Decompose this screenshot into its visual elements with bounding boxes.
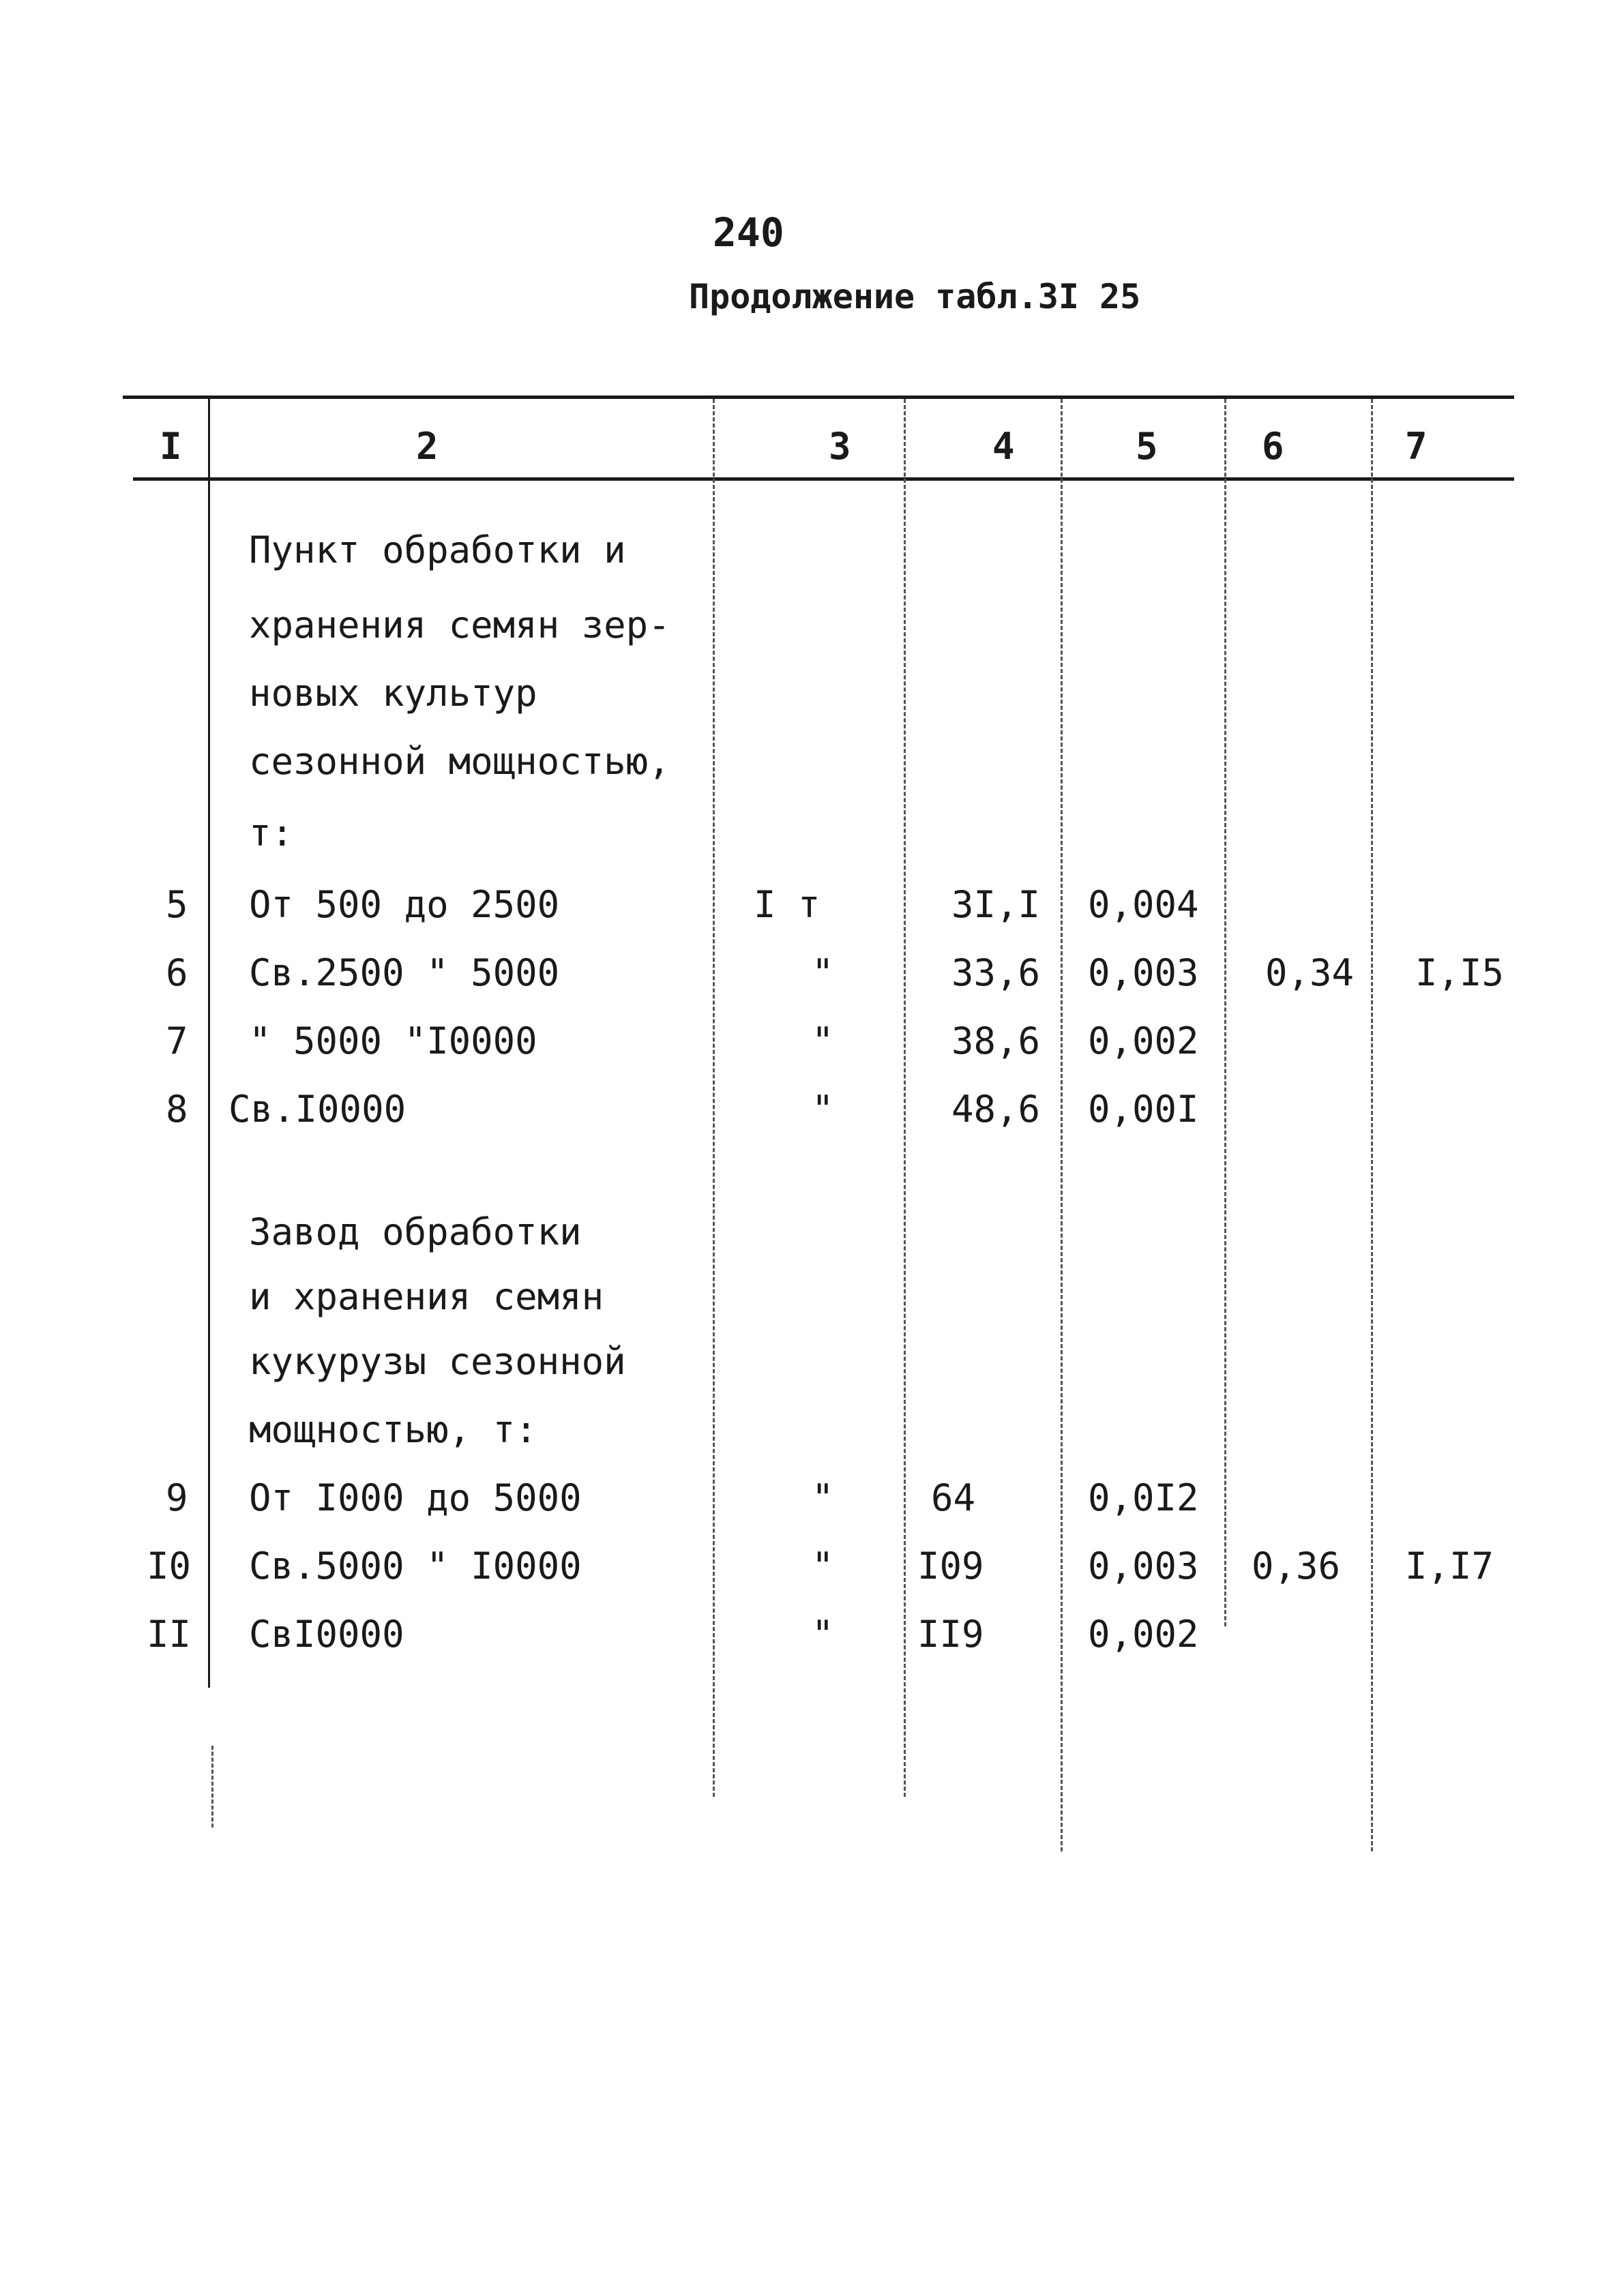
row-col-5: 0,002 bbox=[1088, 1613, 1199, 1656]
row-col-4: I09 bbox=[917, 1545, 984, 1587]
group-title-line: Пункт обработки и bbox=[249, 528, 626, 571]
col-divider-5 bbox=[1224, 399, 1226, 1626]
page-number: 240 bbox=[713, 209, 784, 256]
group-title-line: Завод обработки bbox=[249, 1210, 582, 1253]
row-name: Св.5000 " I0000 bbox=[249, 1545, 582, 1587]
table-top-rule bbox=[123, 396, 1514, 399]
row-col-4: II9 bbox=[917, 1613, 984, 1656]
row-col-5: 0,00I bbox=[1088, 1088, 1199, 1131]
header-col-2: 2 bbox=[416, 425, 439, 468]
row-name: " 5000 "I0000 bbox=[249, 1019, 537, 1062]
header-col-6: 6 bbox=[1262, 425, 1284, 468]
header-col-7: 7 bbox=[1405, 425, 1428, 468]
row-name: Св.I0000 bbox=[228, 1088, 407, 1131]
row-col-5: 0,004 bbox=[1088, 883, 1199, 926]
group-title-line: кукурузы сезонной bbox=[249, 1340, 626, 1383]
row-col-5: 0,0I2 bbox=[1088, 1476, 1199, 1519]
row-number: 9 bbox=[166, 1476, 188, 1519]
group-title-line: т: bbox=[249, 811, 294, 854]
group-title-line: и хранения семян bbox=[249, 1275, 604, 1318]
row-col-4: 48,6 bbox=[951, 1088, 1040, 1131]
col-divider-1-lower bbox=[211, 1746, 213, 1828]
header-col-5: 5 bbox=[1136, 425, 1158, 468]
row-unit: " bbox=[812, 1088, 834, 1131]
row-number: II bbox=[147, 1613, 192, 1656]
group-title-line: хранения семян зер- bbox=[249, 603, 670, 646]
row-name: СвI0000 bbox=[249, 1613, 404, 1656]
row-col-4: 3I,I bbox=[951, 883, 1040, 926]
row-unit: " bbox=[812, 1545, 834, 1587]
header-col-4: 4 bbox=[992, 425, 1015, 468]
table-caption: Продолжение табл.3I 25 bbox=[689, 277, 1141, 316]
header-col-3: 3 bbox=[829, 425, 851, 468]
row-col-4: 33,6 bbox=[951, 951, 1040, 994]
row-number: 7 bbox=[166, 1019, 188, 1062]
row-unit: " bbox=[812, 1613, 834, 1656]
group-2-col-7: I,I7 bbox=[1405, 1545, 1494, 1587]
header-col-1: I bbox=[160, 425, 182, 468]
row-number: 8 bbox=[166, 1088, 188, 1131]
row-number: 5 bbox=[166, 883, 188, 926]
row-unit: " bbox=[812, 1019, 834, 1062]
col-divider-2 bbox=[713, 399, 715, 1797]
group-2-col-6: 0,36 bbox=[1252, 1545, 1341, 1587]
row-col-4: 64 bbox=[931, 1476, 976, 1519]
group-1-col-7: I,I5 bbox=[1415, 951, 1505, 994]
col-divider-1 bbox=[208, 399, 210, 1688]
group-title-line: новых культур bbox=[249, 672, 537, 715]
row-name: От 500 до 2500 bbox=[249, 883, 560, 926]
col-divider-6 bbox=[1371, 399, 1373, 1851]
group-title-line: мощностью, т: bbox=[249, 1408, 537, 1451]
row-unit: " bbox=[812, 1476, 834, 1519]
row-name: Св.2500 " 5000 bbox=[249, 951, 560, 994]
row-name: От I000 до 5000 bbox=[249, 1476, 582, 1519]
table-header-rule bbox=[133, 477, 1514, 481]
group-1-col-6: 0,34 bbox=[1265, 951, 1355, 994]
col-divider-3 bbox=[904, 399, 906, 1797]
group-title-line: сезонной мощностью, bbox=[249, 740, 670, 783]
row-number: I0 bbox=[147, 1545, 192, 1587]
row-col-4: 38,6 bbox=[951, 1019, 1040, 1062]
row-number: 6 bbox=[166, 951, 188, 994]
col-divider-4 bbox=[1061, 399, 1063, 1851]
row-unit: " bbox=[812, 951, 834, 994]
row-col-5: 0,003 bbox=[1088, 951, 1199, 994]
row-unit: I т bbox=[754, 883, 821, 926]
row-col-5: 0,002 bbox=[1088, 1019, 1199, 1062]
row-col-5: 0,003 bbox=[1088, 1545, 1199, 1587]
